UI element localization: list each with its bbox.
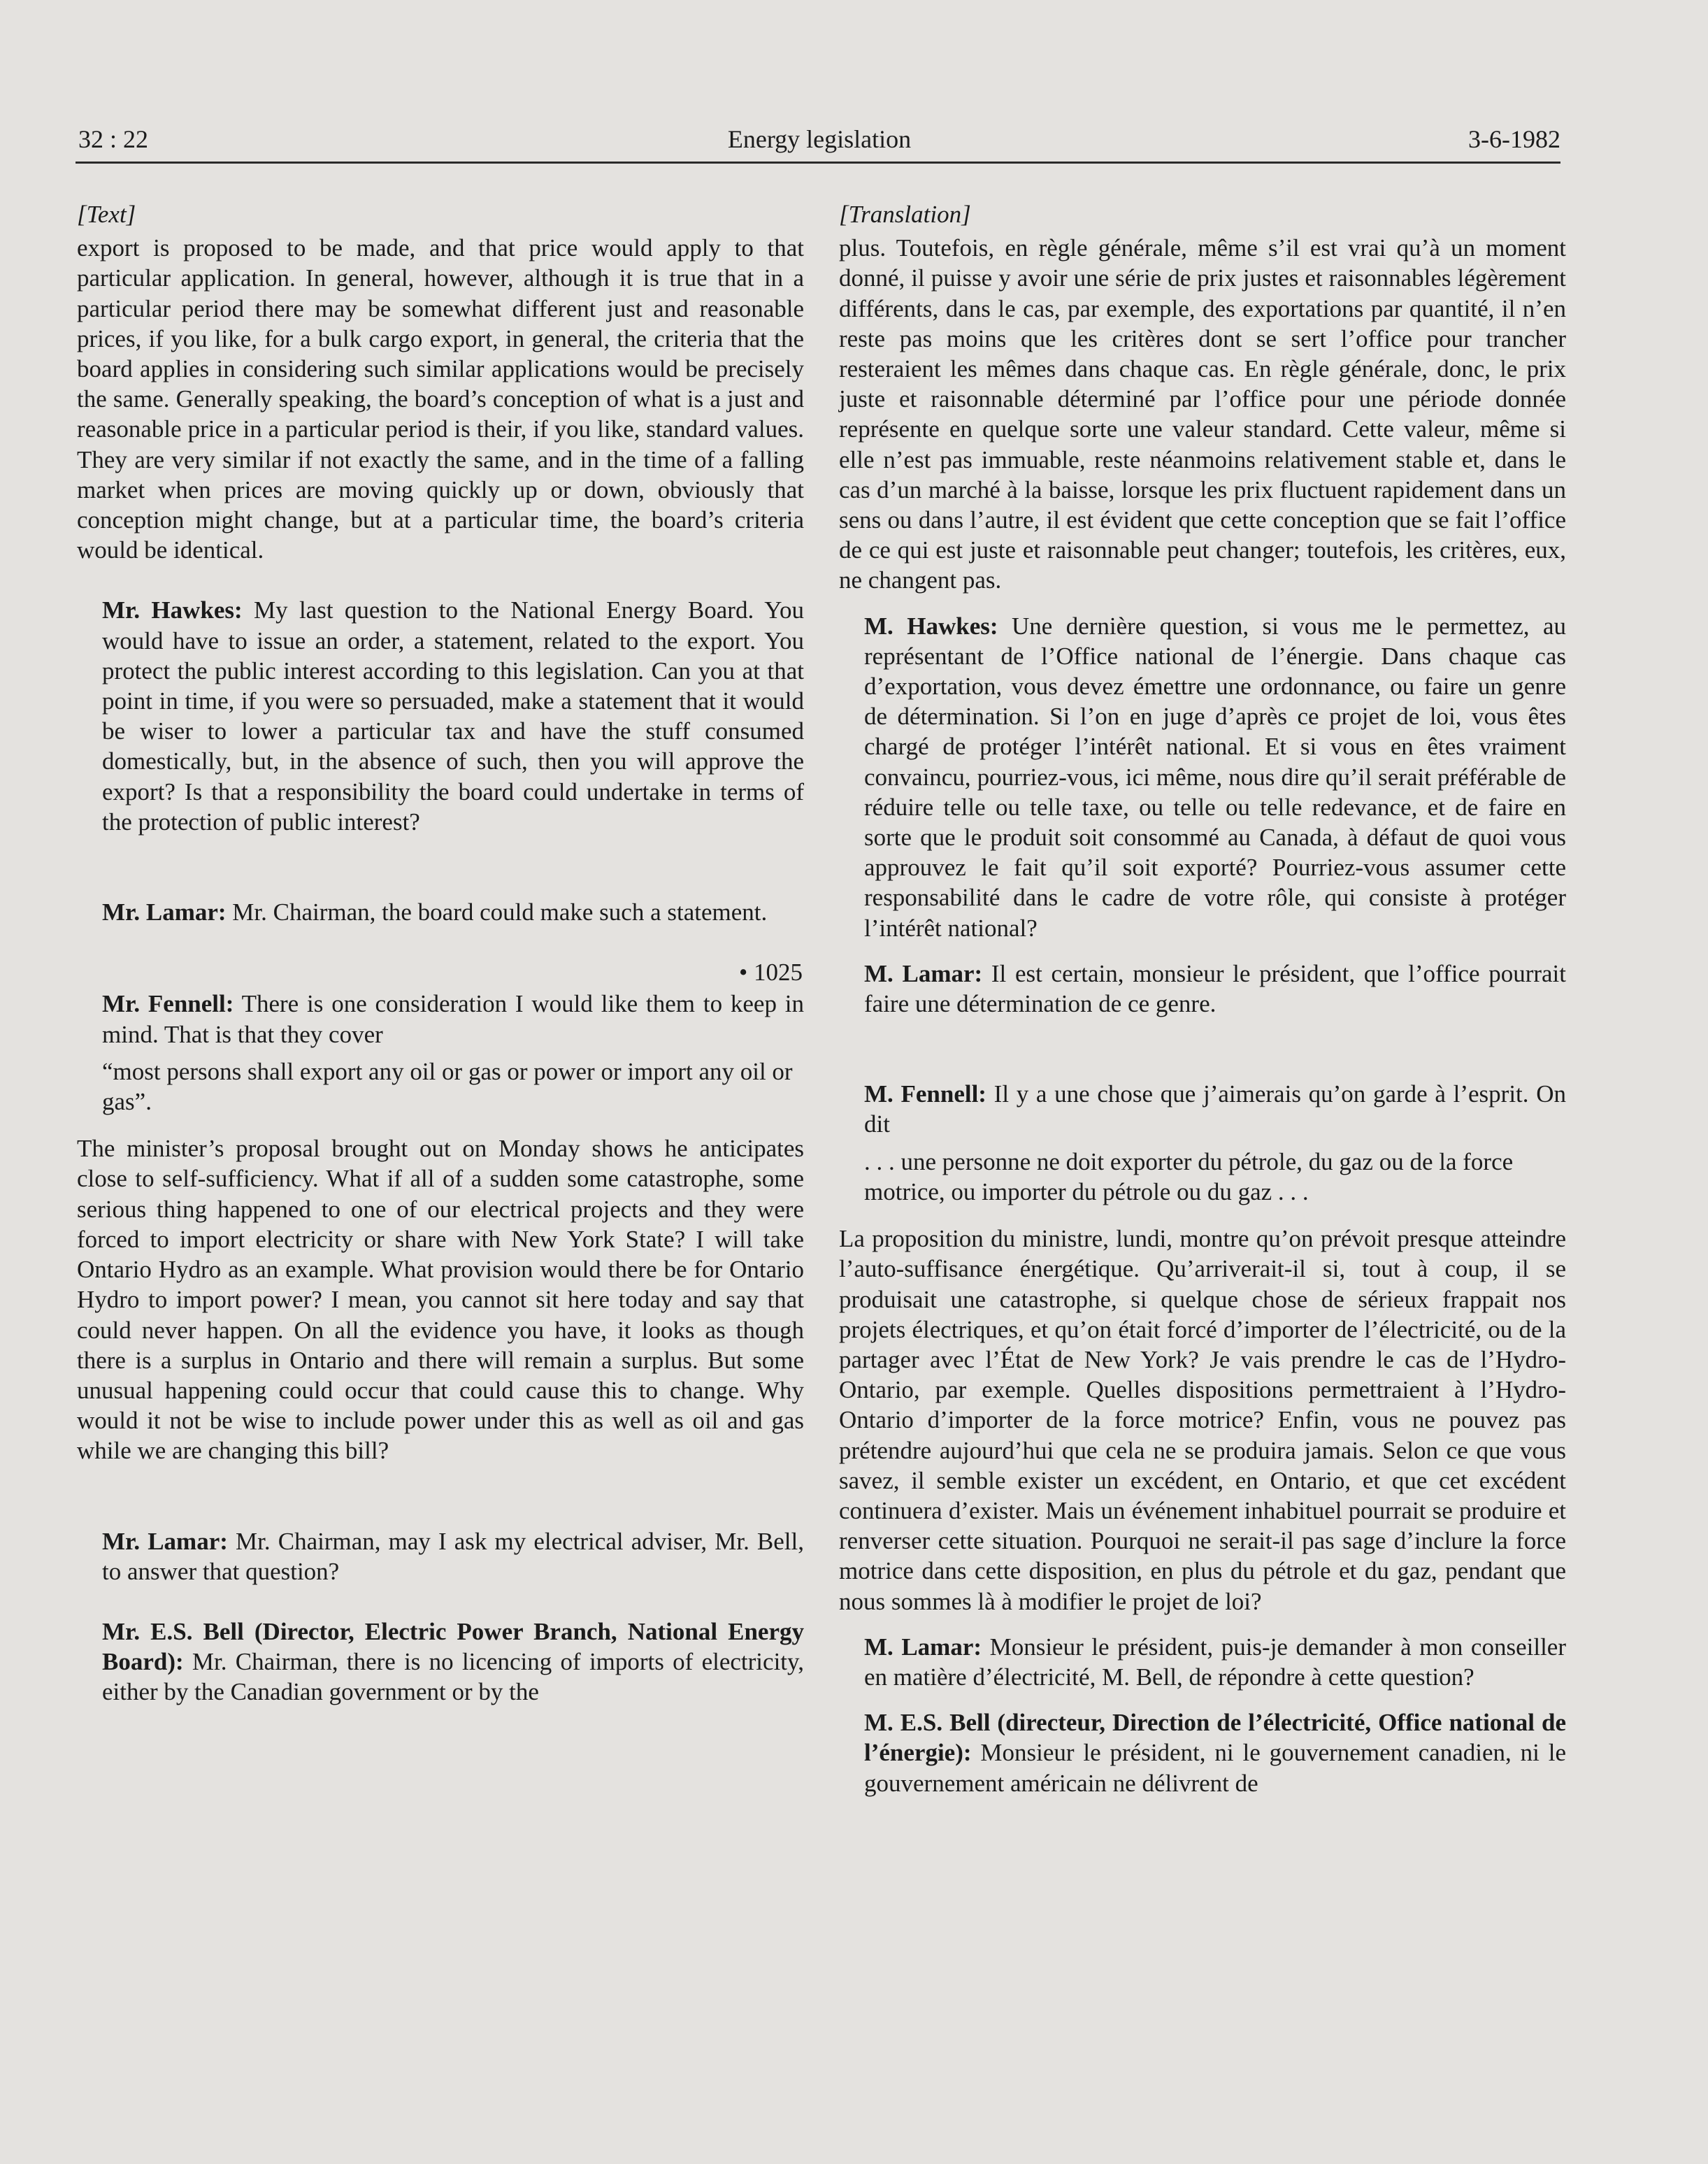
paragraph-minister: The minister’s proposal brought out on Monday shows he anticipates close to self-sufficiency. What if all of a sudden some catastrophe, some serious thing happened to one of our electrical projects and they were forced to import electricity or share with New York State? I will take Ontario Hydro as an example. What provision would there be for Ontario Hydro to import power? I mean, you cannot sit here today and say that could never happen. On all the evidence you have, it looks as though there is a surplus in Ontario and there will remain a surplus. But some unusual happening could occur that could cause this to change. Why would it not be wise to include power under this as well as oil and gas while we are changing this bill? (77, 1135, 804, 1465)
paragraph-hawkes (839, 611, 1566, 943)
speaker-name: M. Fennell: (864, 1080, 986, 1108)
paragraph-ministre: La proposition du ministre, lundi, montre qu’on prévoit presque atteindre l’auto-suffisance énergétique. Qu’arriverait-il si, tout à coup, il se produisait une catastrophe, si quelque chose de sérieux frappait nos projets électriques, et qu’on était forcé d’importer de l’électricité, ou de la partager avec l’État de New York? Je vais prendre le cas de l’Hydro-Ontario, par exemple. Quelles dispositions permettraient à l’Hydro-Ontario d’importer de la force motrice? Enfin, vous ne pouvez pas prétendre aujourd’hui que cela ne se produira jamais. Selon ce que vous savez, il semble exister un excédent, en Ontario, et que cet excédent continuera d’exister. Mais un événement inhabituel pourrait se produire et renverser cette situation. Pourquoi ne serait-il pas sage d’inclure la force motrice dans cette disposition, en plus du pétrole et du gaz, pendant que nous sommes là à modifier le projet de loi? (839, 1225, 1566, 1615)
paragraph-criteria: export is proposed to be made, and that price would apply to that particular application. In general, however, although it is true that in a particular period there may be somewhat different just and reasonable prices, if you like, for a bulk cargo export, in general, the criteria that the board applies in considering such similar applications would be precisely the same. Generally speaking, the board’s conception of what is a just and reasonable price in a particular period is their, if you like, standard values. They are very similar if not exactly the same, and in the time of a falling market when prices are moving quickly up or down, obviously that conception might change, but at a particular time, the board’s criteria would be identical. (77, 234, 804, 564)
translation-tag: [Translation] (839, 201, 971, 228)
paragraph-lamar-1 (839, 959, 1566, 1019)
text-tag: [Text] (77, 201, 136, 228)
page-header (78, 124, 1560, 164)
speech-text: My last question to the National Energy Board. You would have to issue an order, a statement, related to the export. You protect the public interest according to this legislation. Can you at that point in time, if you were so persuaded, make a statement that it would be wiser to lower a particular tax and have the stuff consumed domestically, but, in the absence of such, then you will approve the export? Is that a responsibility the board could undertake in terms of the protection of public interest? (102, 596, 804, 836)
speech-text: Mr. Chairman, may I ask my electrical adviser, Mr. Bell, to answer that question? (102, 1527, 805, 1585)
french-column (839, 199, 1566, 1798)
speaker-name: M. Hawkes: (864, 612, 998, 640)
page-date: 3-6-1982 (1468, 125, 1560, 153)
header-rule (76, 162, 1560, 164)
time-marker: • 1025 (738, 959, 803, 987)
speaker-name: M. Lamar: (864, 1633, 982, 1661)
paragraph-bell (839, 1707, 1566, 1798)
speaker-name: Mr. Fennell: (102, 990, 234, 1018)
speaker-name: M. E.S. Bell (directeur, Direction de l’électricité, Office national de l’énergie): (864, 1709, 1566, 1767)
speech-text: Mr. Chairman, there is no licencing of imports of electricity, either by the Canadian government or by the (102, 1648, 804, 1706)
speaker-name: Mr. Lamar: (102, 1527, 228, 1555)
speech-text: Il y a une chose que j’aimerais qu’on garde à l’esprit. On dit (864, 1080, 1566, 1138)
running-title: Energy legislation (727, 125, 912, 153)
english-column (77, 199, 804, 1707)
speech-text: Il est certain, monsieur le président, que l’office pourrait faire une détermination de ce genre. (864, 959, 1566, 1018)
paragraph-lamar-1 (77, 897, 804, 927)
speech-text: Une dernière question, si vous me le permettez, au représentant de l’Office national de l’énergie. Dans chaque cas d’exportation, vous devez émettre une ordonnance, ou faire un genre de détermination. Si l’on en juge d’après ce projet de loi, vous êtes chargé de protéger l’intérêt national. Et si vous en êtes vraiment convaincu, pourriez-vous, ici même, nous dire qu’il serait préférable de réduire telle ou telle taxe, ou telle ou telle redevance, et de faire en sorte que le produit soit consommé au Canada, à défaut de quoi vous approuvez le fait qu’il soit exporté? Pourriez-vous assumer cette responsabilité dans le cadre de votre rôle, qui consiste à protéger l’intérêt national? (864, 612, 1566, 942)
speaker-name: M. Lamar: (864, 959, 983, 987)
block-quote: . . . une personne ne doit exporter du pétrole, du gaz ou de la force motrice, ou importer du pétrole ou du gaz . . . (864, 1147, 1514, 1205)
speech-text: There is one consideration I would like them to keep in mind. That is that they cover (102, 990, 805, 1048)
speech-text: Mr. Chairman, the board could make such a statement. (226, 898, 768, 926)
paragraph-lamar-2 (77, 1526, 804, 1586)
speaker-name: Mr. E.S. Bell (Director, Electric Power Branch, National Energy Board): (102, 1617, 804, 1676)
speech-text: Monsieur le président, puis-je demander à mon conseiller en matière d’électricité, M. Bell, de répondre à cette question? (864, 1633, 1566, 1691)
paragraph-criteres: plus. Toutefois, en règle générale, même s’il est vrai qu’à un moment donné, il puisse y avoir une série de prix justes et raisonnables légèrement différents, dans le cas, par exemple, des exportations par quantité, il n’en reste pas moins que les critères dont se sert l’office pour trancher resteraient les mêmes dans chaque cas. En règle générale, donc, le prix juste et raisonnable déterminé par l’office pour une période donnée représente en quelque sorte une valeur standard. Cette valeur, même si elle n’est pas immuable, reste néanmoins relativement stable et, dans le cas d’un marché à la baisse, lorsque les prix fluctuent rapidement dans un sens ou dans l’autre, il est évident que cette conception que se fait l’office de ce qui est juste et raisonnable peut changer; toutefois, les critères, eux, ne changent pas. (839, 234, 1566, 594)
paragraph-lamar-2 (839, 1632, 1566, 1692)
page-number: 32 : 22 (78, 125, 149, 153)
block-quote: “most persons shall export any oil or gas or power or import any oil or gas”. (102, 1057, 793, 1116)
speech-text: Monsieur le président, ni le gouvernement canadien, ni le gouvernement américain ne délivrent de (864, 1739, 1566, 1797)
paragraph-hawkes (77, 595, 804, 837)
speaker-name: Mr. Lamar: (102, 898, 227, 926)
paragraph-bell (77, 1617, 804, 1707)
paragraph-fennell (77, 989, 804, 1049)
speaker-name: Mr. Hawkes: (102, 596, 243, 624)
paragraph-fennell (839, 1079, 1566, 1139)
